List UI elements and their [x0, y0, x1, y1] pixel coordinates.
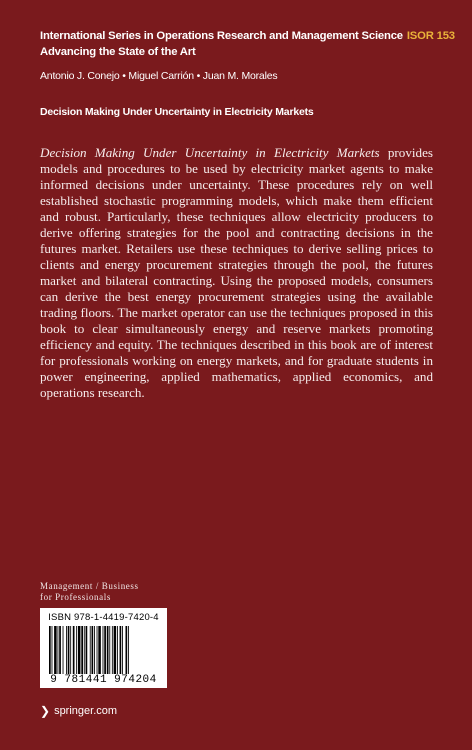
series-tagline: Advancing the State of the Art	[40, 46, 196, 58]
barcode-bar	[109, 626, 110, 674]
barcode-bar	[94, 626, 95, 674]
authors: Antonio J. Conejo • Miguel Carrión • Juan M. Morales	[40, 70, 278, 82]
barcode-bar	[107, 626, 109, 674]
barcode-bar	[54, 626, 57, 674]
barcode-number: 9 781441 974204	[50, 674, 157, 686]
publisher-url: springer.com	[54, 705, 118, 717]
barcode-bar	[92, 626, 94, 674]
barcode-bar	[66, 626, 67, 674]
barcode-bar	[58, 626, 59, 674]
barcode-bar	[117, 626, 118, 674]
category-line-1: Management / Business	[40, 581, 139, 591]
barcode-bar	[49, 626, 51, 674]
barcode-bar	[97, 626, 98, 674]
barcode-bar	[70, 626, 71, 674]
publisher-link[interactable]	[40, 704, 117, 718]
barcode-bar	[122, 626, 123, 674]
barcode-box	[40, 608, 167, 688]
barcode-bar	[112, 626, 113, 674]
series-line	[40, 28, 455, 44]
barcode-bar	[90, 626, 91, 674]
barcode-bars	[48, 626, 159, 674]
series-name: International Series in Operations Research and Management Science	[40, 30, 403, 42]
barcode-bar	[104, 626, 106, 674]
barcode-bar	[59, 626, 61, 674]
series-number: ISOR 153	[406, 30, 455, 42]
series-header	[40, 28, 455, 60]
barcode-bar	[78, 626, 81, 674]
category-line-2: for Professionals	[40, 592, 111, 602]
category-label	[40, 581, 139, 603]
barcode-bar	[103, 626, 104, 674]
barcode-bar	[73, 626, 75, 674]
barcode-bar	[76, 626, 77, 674]
barcode-bar	[128, 626, 129, 674]
barcode-bar	[81, 626, 83, 674]
barcode-bar	[86, 626, 88, 674]
barcode-bar	[63, 626, 64, 674]
springer-arrow-icon: ❯	[40, 704, 51, 718]
barcode-bar	[84, 626, 85, 674]
barcode-bar	[114, 626, 117, 674]
barcode-bar	[98, 626, 101, 674]
isbn-text: ISBN 978-1-4419-7420-4	[48, 612, 159, 623]
blurb	[40, 145, 433, 401]
blurb-text: provides models and procedures to be used by electricity market agents to make informed decisions under uncertainty. These procedures rely on well established stochastic programming models, which make them efficient and robust. Particularly, these techniques allow electricity producers to derive offering strategies for the pool and contracting decisions in the futures market. Retailers use these techniques to derive selling prices to clients and energy procurement strategies through the pool, the futures market and bilateral contracting. Using the proposed models, consumers can derive the best energy procurement strategies using the available trading floors. The market operator can use the techniques proposed in this book to clear simultaneously energy and reserve markets promoting efficiency and equity. The techniques described in this book are of interest for professionals working on energy markets, and for graduate students in power engineering, applied mathematics, applied economics, and operations research.	[40, 145, 433, 400]
barcode-bar	[68, 626, 70, 674]
barcode-bar	[52, 626, 53, 674]
blurb-title-italic: Decision Making Under Uncertainty in Electricity Markets	[40, 145, 380, 160]
book-title: Decision Making Under Uncertainty in Electricity Markets	[40, 106, 314, 118]
barcode-bar	[120, 626, 122, 674]
barcode-bar	[126, 626, 128, 674]
